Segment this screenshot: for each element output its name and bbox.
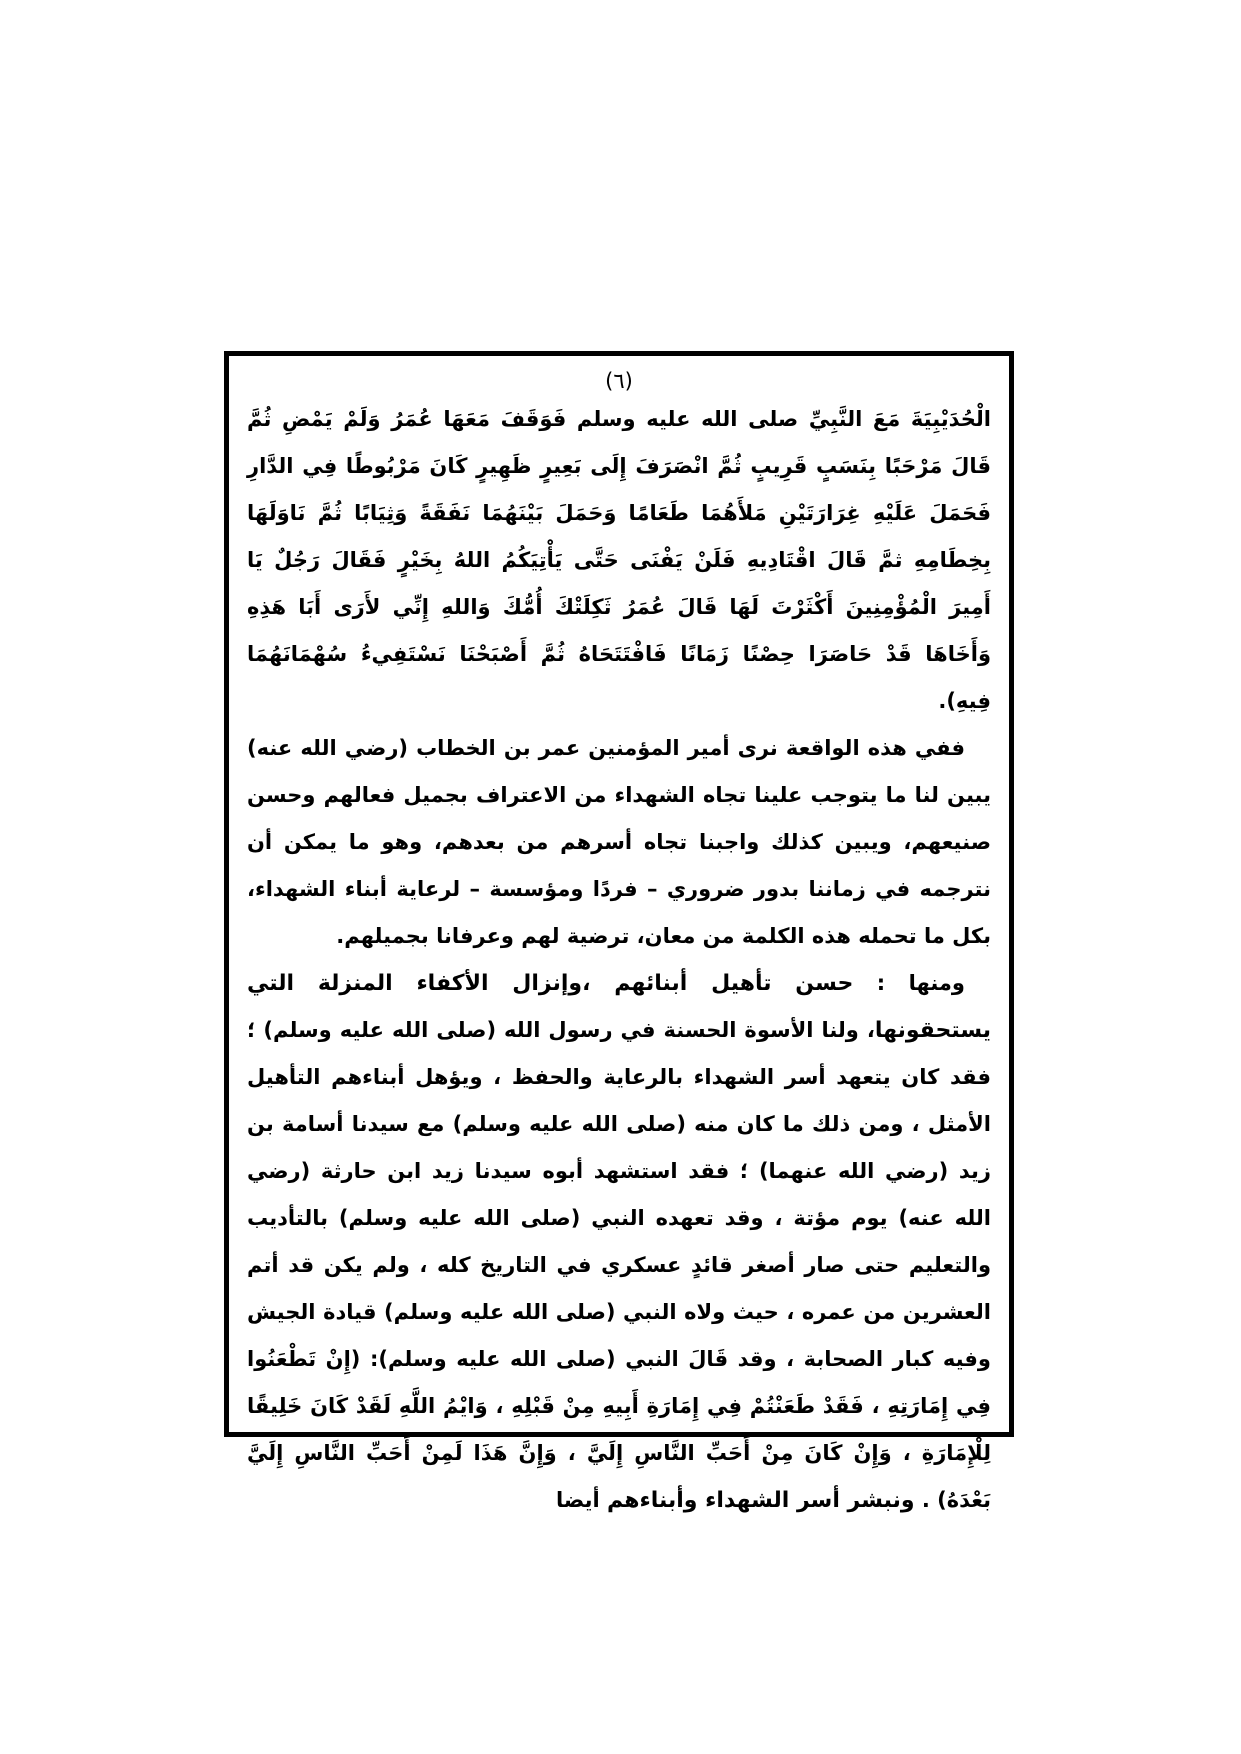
- page-content: [247, 366, 991, 1513]
- paragraph-commentary: ففي هذه الواقعة نرى أمير المؤمنين عمر بن الخطاب (رضي الله عنه) يبين لنا ما يتوجب علينا تجاه الشهداء من الاعتراف بجميل فعالهم وحسن صنيعهم، ويبين كذلك واجبنا تجاه أسرهم من بعدهم، وهو ما يمكن أن نترجمه في زماننا بدور ضروري – فردًا ومؤسسة – لرعاية أبناء الشهداء، بكل ما تحمله هذه الكلمة من معان، ترضية لهم وعرفانا بجميلهم.: [247, 736, 991, 948]
- paragraph-separator: .: [914, 1488, 938, 1512]
- heading-emphasis: حسن تأهيل أبنائهم ،وإنزال الأكفاء المنزلة التي يستحقونها: [247, 971, 991, 1043]
- paragraph-usama-story: [247, 960, 991, 1524]
- paragraph-body: ، ولنا الأسوة الحسنة في رسول الله (صلى الله عليه وسلم) ؛ فقد كان يتعهد أسر الشهداء بالرعاية والحفظ ، ويؤهل أبناءهم التأهيل الأمثل ، ومن ذلك ما كان منه (صلى الله عليه وسلم) مع سيدنا أسامة بن زيد (رضي الله عنهما) ؛ فقد استشهد أبوه سيدنا زيد ابن حارثة (رضي الله عنه) يوم مؤتة ، وقد تعهده النبي (صلى الله عليه وسلم) بالتأديب والتعليم حتى صار أصغر قائدٍ عسكري في التاريخ كله ، ولم يكن قد أتم العشرين من عمره ، حيث ولاه النبي (صلى الله عليه وسلم) قيادة الجيش وفيه كبار الصحابة ، وقد قَالَ النبي (صلى الله عليه وسلم):: [247, 1018, 991, 1371]
- paragraph-hadith-continuation: الْحُدَيْبِيَةَ مَعَ النَّبِيِّ صلى الله عليه وسلم فَوَقَفَ مَعَهَا عُمَرُ وَلَمْ يَمْضِ ثُمَّ قَالَ مَرْحَبًا بِنَسَبٍ قَرِيبٍ ثُمَّ انْصَرَفَ إِلَى بَعِيرٍ ظَهِيرٍ كَانَ مَرْبُوطًا فِي الدَّارِ فَحَمَلَ عَلَيْهِ غِرَارَتَيْنِ مَلأَهُمَا طَعَامًا وَحَمَلَ بَيْنَهُمَا نَفَقَةً وَثِيَابًا ثُمَّ نَاوَلَهَا بِخِطَامِهِ ثمَّ قَالَ اقْتَادِيهِ فَلَنْ يَفْنَى حَتَّى يَأْتِيَكُمُ اللهُ بِخَيْرٍ فَقَالَ رَجُلٌ يَا أَمِيرَ الْمُؤْمِنِينَ أَكْثَرْتَ لَهَا قَالَ عُمَرُ ثَكِلَتْكَ أُمُّكَ وَاللهِ إِنِّي لأَرَى أَبَا هَذِهِ وَأَخَاهَا قَدْ حَاصَرَا حِصْنًا زَمَانًا فَافْتَتَحَاهُ ثُمَّ أَصْبَحْنَا نَسْتَفِيءُ سُهْمَانَهُمَا فِيهِ).: [247, 407, 991, 713]
- paragraph-end: أيضا: [556, 1488, 607, 1512]
- page-number: (٦): [605, 369, 633, 393]
- page-border: [224, 351, 1014, 1513]
- hadith-quote: (إِنْ تَطْعَنُوا فِي إِمَارَتِهِ ، فَقَدْ طَعَنْتُمْ فِي إِمَارَةِ أَبِيهِ مِنْ قَبْلِهِ ، وَايْمُ اللَّهِ لَقَدْ كَانَ خَلِيقًا لِلْإِمَارَةِ ، وَإِنْ كَانَ مِنْ أَحَبِّ النَّاسِ إِلَيَّ ، وَإِنَّ هَذَا لَمِنْ أَحَبِّ النَّاسِ إِلَيَّ بَعْدَهُ): [247, 1347, 991, 1512]
- closing-emphasis: ونبشر أسر الشهداء وأبناءهم: [607, 1488, 915, 1513]
- paragraph-intro: ومنها :: [853, 971, 965, 995]
